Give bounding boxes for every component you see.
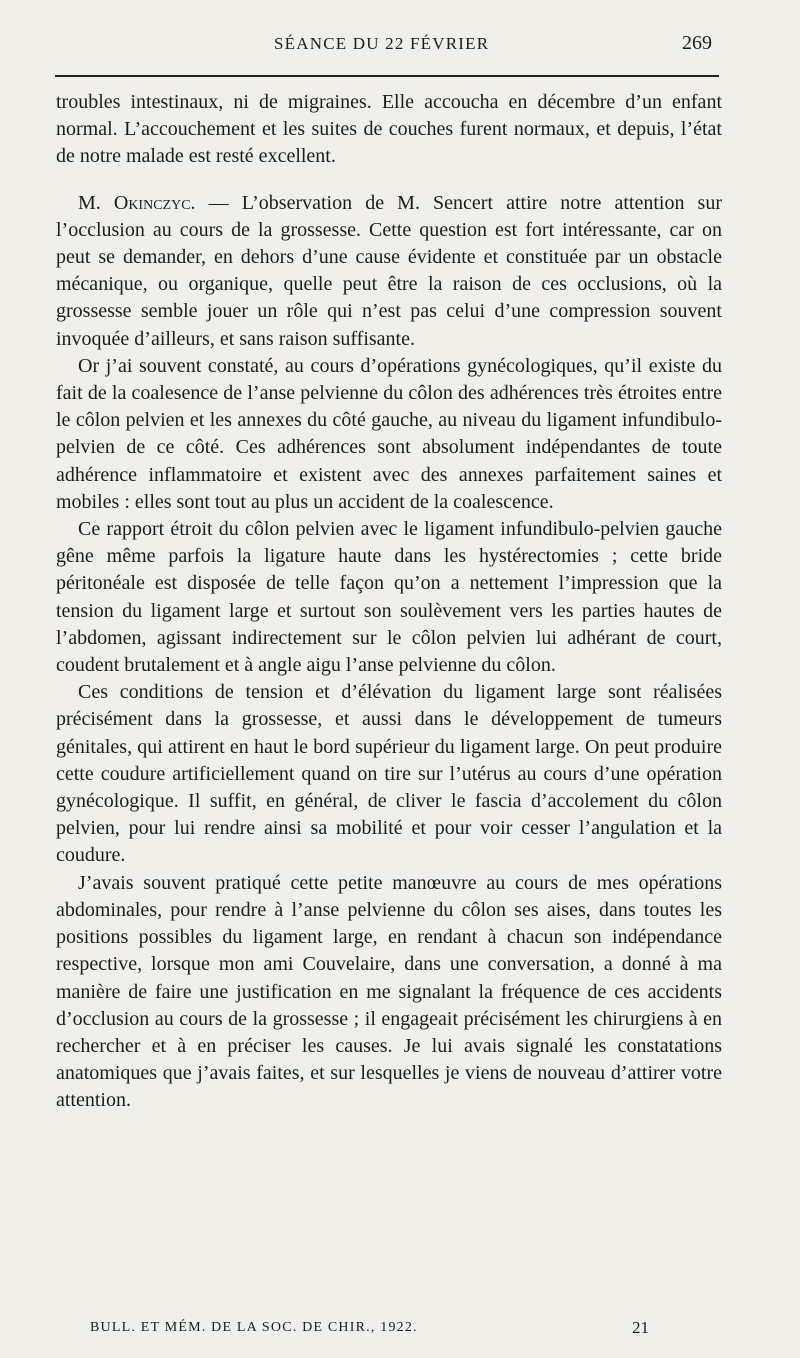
body-text [56, 89, 722, 1115]
running-title: SÉANCE DU 22 FÉVRIER [274, 34, 490, 53]
paragraph-speaker-text: L’observation de M. Sencert attire notre attention sur l’occlusion au cours de la grossesse. Cette question est fort intéressante, car on peut se demander, en dehors d’une cause évidente et constituée par un obstacle mécanique, ou organique, quelle peut être la raison de ces occlusions, où la grossesse semble jouer un rôle qui n’est pas celui d’une compression souvent invoquée d’ailleurs, et sans raison suffisante. [56, 191, 723, 350]
paragraph: Ce rapport étroit du côlon pelvien avec le ligament infundibulo-pelvien gauche gêne même parfois la ligature haute dans les hystérectomies ; cette bride péritonéale est disposée de telle façon qu’on a nettement l’impression que la tension du ligament large et surtout son soulèvement vers les parties hautes de l’abdomen, agissant indirectement sur le côlon pelvien lui adhérant de court, coudent brutalement et à angle aigu l’anse pelvienne du côlon. [56, 518, 722, 677]
running-head [0, 34, 800, 60]
paragraph-speaker-intervention [56, 190, 722, 353]
paragraph: Or j’ai souvent constaté, au cours d’opérations gynécologiques, qu’il existe du fait de la coalesence de l’anse pelvienne du côlon des adhérences très étroites entre le côlon pelvien et les annexes du côté gauche, au niveau du ligament infundibulo-pelvien de ce côté. Ces adhérences sont absolument indépendantes de toute adhérence inflammatoire et existent avec des annexes parfaitement saines et mobiles : elles sont tout au plus un accident de la coalescence. [56, 354, 722, 513]
header-rule [55, 75, 719, 77]
footer-journal-citation: BULL. ET MÉM. DE LA SOC. DE CHIR., 1922. [90, 1320, 418, 1335]
footer-signature-mark: 21 [632, 1318, 649, 1337]
speaker-name: M. Okinczyc. — [78, 191, 229, 214]
paragraph-continuation: troubles intestinaux, ni de migraines. Elle accoucha en décembre d’un enfant normal. L’accouchement et les suites de couches furent normaux, et depuis, l’état de notre malade est resté excellent. [56, 91, 722, 168]
page-footer [0, 1320, 800, 1344]
paragraph: Ces conditions de tension et d’élévation du ligament large sont réalisées précisément dans la grossesse, et aussi dans le développement de tumeurs génitales, qui attirent en haut le bord supérieur du ligament large. On peut produire cette coudure artificiellement quand on tire sur l’utérus au cours d’une opération gynécologique. Il suffit, en général, de cliver le fascia d’accolement du côlon pelvien, pour lui rendre ainsi sa mobilité et pour voir cesser l’angulation et la coudure. [56, 681, 722, 867]
page-number: 269 [682, 32, 712, 54]
paragraph: J’avais souvent pratiqué cette petite manœuvre au cours de mes opérations abdominales, pour rendre à l’anse pelvienne du côlon ses aises, dans toutes les positions possibles du ligament large, en rendant à chacun son indépendance respective, lorsque mon ami Couvelaire, dans une conversation, a donné à ma manière de faire une justification en me signalant la fréquence de ces accidents d’occlusion au cours de la grossesse ; il engageait précisément les chirurgiens à en rechercher et à en préciser les causes. Je lui avais signalé les constatations anatomiques que j’avais faites, et sur lesquelles je viens de nouveau d’attirer votre attention. [56, 871, 722, 1112]
